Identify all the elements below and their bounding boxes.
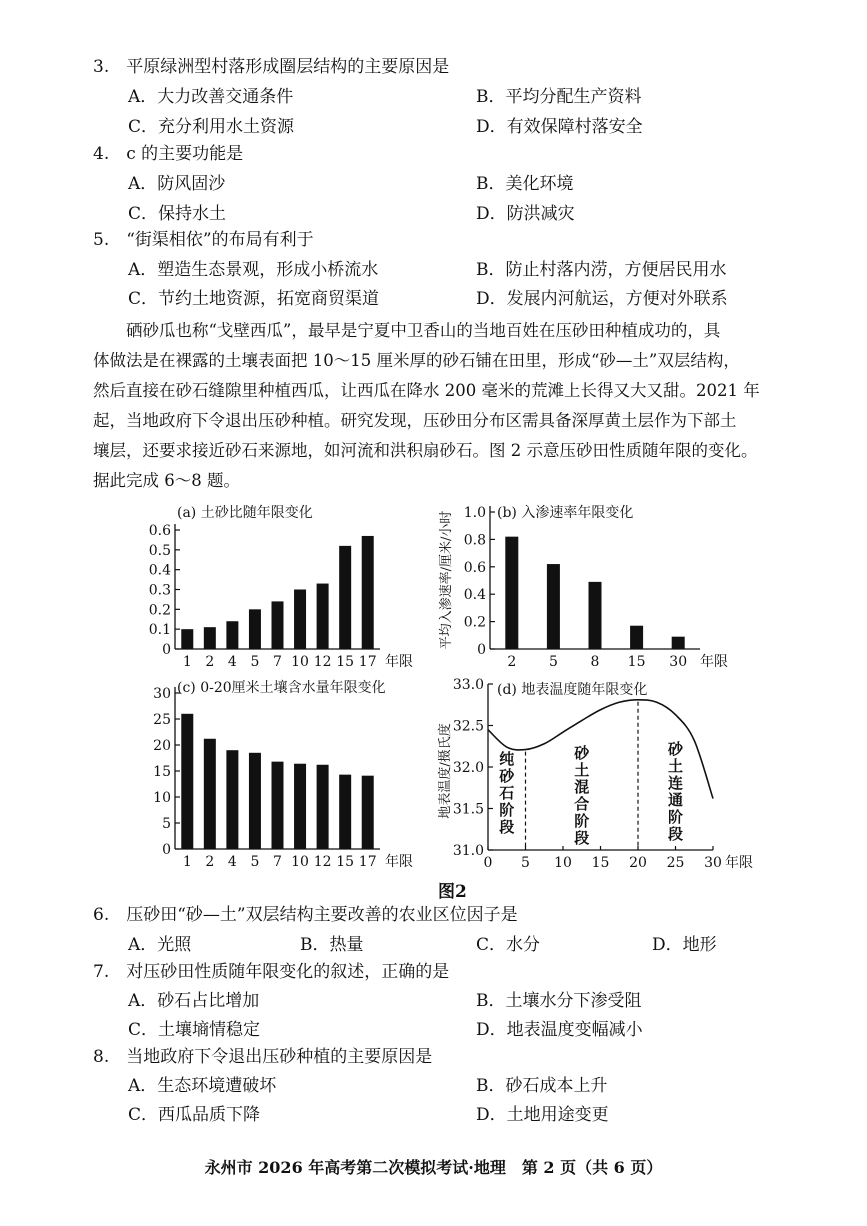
y-tick-label: 32.0 — [452, 760, 484, 776]
x-tick-label: 15 — [627, 654, 646, 670]
bar — [505, 537, 518, 649]
x-tick-label: 1 — [182, 654, 192, 670]
q8-option-d: D．土地用途变更 — [476, 1105, 609, 1125]
q3-option-d: D．有效保障村落安全 — [476, 117, 643, 137]
q3-option-c: C．充分利用水土资源 — [128, 117, 295, 137]
y-tick-label: 10 — [153, 790, 171, 806]
y-tick-label: 0.3 — [148, 582, 171, 599]
bar — [317, 584, 329, 649]
x-axis-label: 年限 — [700, 654, 728, 670]
x-tick-label: 5 — [250, 654, 260, 670]
x-tick-label: 2 — [205, 654, 215, 670]
y-tick-label: 0.8 — [463, 532, 486, 549]
bar — [226, 750, 238, 849]
q7-stem: 7. 对压砂田性质随年限变化的叙述，正确的是 — [93, 962, 450, 982]
x-tick-label: 8 — [590, 654, 600, 670]
chart-surface-temperature — [435, 676, 765, 876]
bar — [547, 564, 560, 649]
y-tick-label: 0.4 — [463, 587, 486, 604]
q6-option-a: A．光照 — [128, 935, 192, 955]
chart-title: (c) 0-20厘米土壤含水量年限变化 — [177, 680, 386, 696]
x-tick-label: 10 — [291, 854, 309, 870]
bar — [317, 765, 329, 849]
stage-label: 砂土混合阶段 — [574, 744, 590, 847]
q4-option-c: C．保持水土 — [128, 204, 227, 224]
x-axis-label: 年限 — [725, 855, 753, 871]
bar — [294, 590, 306, 650]
passage-line: 据此完成 6～8 题。 — [93, 471, 240, 490]
y-tick-label: 0 — [162, 642, 171, 658]
q4-stem: 4. c 的主要功能是 — [93, 144, 244, 164]
q6-stem: 6. 压砂田“砂—土”双层结构主要改善的农业区位因子是 — [93, 905, 518, 925]
x-tick-label: 15 — [336, 654, 355, 670]
stage-label: 砂土连通阶段 — [667, 740, 684, 843]
x-tick-label: 17 — [358, 854, 377, 870]
x-tick-label: 12 — [313, 854, 332, 870]
x-tick-label: 15 — [336, 854, 355, 870]
y-tick-label: 0.5 — [148, 542, 171, 559]
y-tick-label: 0 — [477, 642, 486, 658]
q5-option-d: D．发展内河航运，方便对外联系 — [476, 289, 728, 309]
x-tick-label: 20 — [629, 855, 647, 871]
bar — [672, 637, 685, 649]
x-tick-label: 5 — [250, 854, 260, 870]
q7-option-a: A．砂石占比增加 — [128, 991, 260, 1011]
q5-option-b: B．防止村落内涝，方便居民用水 — [476, 260, 727, 280]
bar — [630, 626, 643, 649]
q4-option-a: A．防风固沙 — [128, 174, 226, 194]
passage-line: 壤层，还要求接近砂石来源地，如河流和洪积扇砂石。图 2 示意压砂田性质随年限的变化。 — [93, 441, 758, 460]
x-tick-label: 0 — [483, 855, 493, 871]
y-tick-label: 33.0 — [452, 677, 484, 693]
q8-option-c: C．西瓜品质下降 — [128, 1105, 261, 1125]
bar — [339, 546, 351, 649]
chart-soil-moisture — [135, 676, 435, 876]
x-axis-label: 年限 — [385, 854, 413, 870]
y-tick-label: 15 — [153, 764, 171, 780]
q7-option-b: B．土壤水分下渗受阻 — [476, 991, 642, 1011]
y-tick-label: 30 — [153, 686, 171, 702]
passage-line: 然后直接在砂石缝隙里种植西瓜，让西瓜在降水 200 毫米的荒滩上长得又大又甜。2021 年 — [93, 381, 760, 400]
page-footer: 永州市 2026 年高考第二次模拟考试·地理 第 2 页（共 6 页） — [204, 1158, 663, 1177]
y-tick-label: 0 — [162, 842, 171, 858]
passage-line: 体做法是在裸露的土壤表面把 10～15 厘米厚的砂石铺在田里，形成“砂—土”双层结构， — [93, 351, 740, 370]
q3-option-b: B．平均分配生产资料 — [476, 87, 642, 107]
y-tick-label: 31.5 — [452, 801, 484, 818]
q3-option-a: A．大力改善交通条件 — [128, 87, 294, 107]
y-axis-label: 地表温度/摄氏度 — [438, 723, 453, 819]
chart-title: (a) 土砂比随年限变化 — [177, 505, 313, 521]
y-tick-label: 0.6 — [463, 559, 486, 576]
bar — [272, 762, 284, 849]
passage-line: 硒砂瓜也称“戈壁西瓜”，最早是宁夏中卫香山的当地百姓在压砂田种植成功的，具 — [126, 321, 721, 340]
bar — [362, 776, 374, 849]
x-tick-label: 7 — [273, 654, 282, 670]
y-tick-label: 0.2 — [463, 614, 486, 631]
bar — [204, 739, 216, 849]
bar — [181, 714, 193, 849]
y-tick-label: 31.0 — [452, 843, 484, 859]
y-tick-label: 0.1 — [148, 622, 171, 639]
x-tick-label: 4 — [227, 654, 237, 670]
q8-stem: 8. 当地政府下令退出压砂种植的主要原因是 — [93, 1047, 433, 1067]
bar — [249, 609, 261, 649]
bar — [249, 753, 261, 849]
passage — [93, 316, 783, 496]
bar — [362, 536, 374, 649]
x-tick-label: 2 — [507, 654, 517, 670]
x-tick-label: 17 — [358, 654, 377, 670]
bar — [181, 629, 193, 649]
x-tick-label: 7 — [273, 854, 282, 870]
x-tick-label: 4 — [227, 854, 237, 870]
passage-line: 起，当地政府下令退出压砂种植。研究发现，压砂田分布区需具备深厚黄土层作为下部土 — [93, 411, 737, 430]
x-tick-label: 1 — [182, 854, 192, 870]
x-tick-label: 25 — [666, 855, 685, 871]
chart-infiltration-rate — [435, 495, 745, 675]
chart-title: (d) 地表温度随年限变化 — [497, 682, 648, 698]
y-tick-label: 32.5 — [452, 718, 484, 735]
q5-option-a: A．塑造生态景观，形成小桥流水 — [128, 260, 379, 280]
y-tick-label: 0.4 — [148, 562, 171, 579]
q6-option-c: C．水分 — [476, 935, 541, 955]
y-tick-label: 20 — [153, 738, 171, 754]
y-axis-label: 平均入渗速率/厘米/小时 — [439, 510, 454, 650]
x-tick-label: 5 — [548, 654, 558, 670]
q6-option-d: D．地形 — [652, 935, 717, 955]
bar — [339, 775, 351, 849]
chart-soil-sand-ratio — [135, 495, 435, 675]
x-tick-label: 5 — [521, 855, 530, 871]
y-tick-label: 0.2 — [148, 602, 171, 619]
q4-option-b: B．美化环境 — [476, 174, 574, 194]
x-tick-label: 30 — [704, 855, 722, 871]
q3-stem: 3. 平原绿洲型村落形成圈层结构的主要原因是 — [93, 57, 450, 77]
q6-option-b: B．热量 — [300, 935, 364, 955]
q8-option-a: A．生态环境遭破坏 — [128, 1076, 277, 1096]
y-tick-label: 5 — [162, 816, 171, 832]
y-tick-label: 25 — [153, 712, 171, 728]
bar — [272, 601, 284, 649]
q7-option-c: C．土壤墒情稳定 — [128, 1020, 261, 1040]
bar — [294, 764, 306, 849]
stage-label: 纯砂石阶段 — [499, 750, 515, 836]
x-tick-label: 10 — [554, 855, 572, 871]
q5-option-c: C．节约土地资源，拓宽商贸渠道 — [128, 289, 380, 309]
y-tick-label: 1.0 — [463, 505, 486, 521]
q7-option-d: D．地表温度变幅减小 — [476, 1020, 643, 1040]
q4-option-d: D．防洪减灾 — [476, 204, 575, 224]
x-tick-label: 12 — [313, 654, 332, 670]
chart-title: (b) 入渗速率年限变化 — [497, 505, 634, 521]
x-tick-label: 10 — [291, 654, 309, 670]
bar — [226, 621, 238, 649]
x-tick-label: 30 — [669, 654, 688, 670]
bar — [589, 582, 602, 649]
q8-option-b: B．砂石成本上升 — [476, 1076, 608, 1096]
x-tick-label: 15 — [591, 855, 610, 871]
bar — [204, 627, 216, 649]
x-axis-label: 年限 — [385, 654, 413, 670]
x-tick-label: 2 — [205, 854, 215, 870]
figure-caption: 图2 — [438, 882, 467, 902]
q5-stem: 5. “街渠相依”的布局有利于 — [93, 230, 314, 250]
y-tick-label: 0.6 — [148, 523, 171, 539]
